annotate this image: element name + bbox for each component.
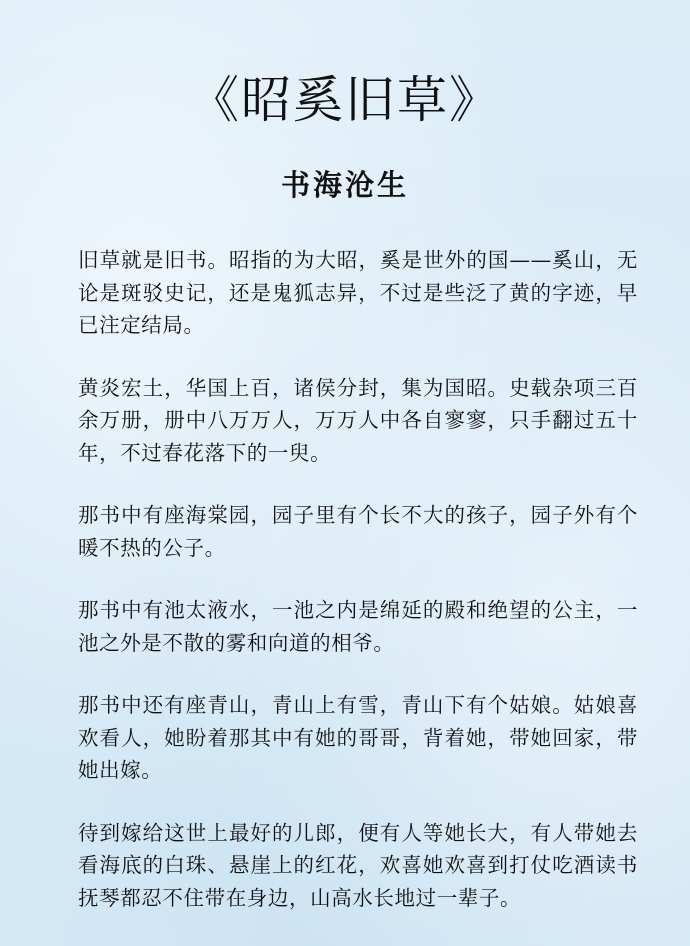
paragraph-6: 待到嫁给这世上最好的儿郎，便有人等她长大，有人带她去看海底的白珠、悬崖上的红花，欢喜她欢喜到打仗吃酒读书抚琴都忍不住带在身边，山高水长地过一辈子。 xyxy=(78,820,638,910)
document-title: 《昭奚旧草》 xyxy=(189,71,501,129)
author-name: 书海沧生 xyxy=(280,168,409,202)
body-text xyxy=(78,244,638,944)
paragraph-3: 那书中有座海棠园，园子里有个长不大的孩子，园子外有个暖不热的公子。 xyxy=(78,503,638,560)
paragraph-5: 那书中还有座青山，青山上有雪，青山下有个姑娘。姑娘喜欢看人，她盼着那其中有她的哥哥，背着她，带她回家，带她出嫁。 xyxy=(78,693,638,782)
paragraph-2: 黄炎宏土，华国上百，诸侯分封，集为国昭。史载杂项三百余万册，册中八万万人，万万人中各自寥寥，只手翻过五十年，不过春花落下的一臾。 xyxy=(78,375,638,465)
paragraph-1: 旧草就是旧书。昭指的为大昭，奚是世外的国——奚山，无论是斑驳史记，还是鬼狐志异，不过是些泛了黄的字迹，早已注定结局。 xyxy=(78,248,638,337)
paragraph-4: 那书中有池太液水，一池之内是绵延的殿和绝望的公主，一池之外是不散的雾和向道的相爷。 xyxy=(78,598,638,655)
